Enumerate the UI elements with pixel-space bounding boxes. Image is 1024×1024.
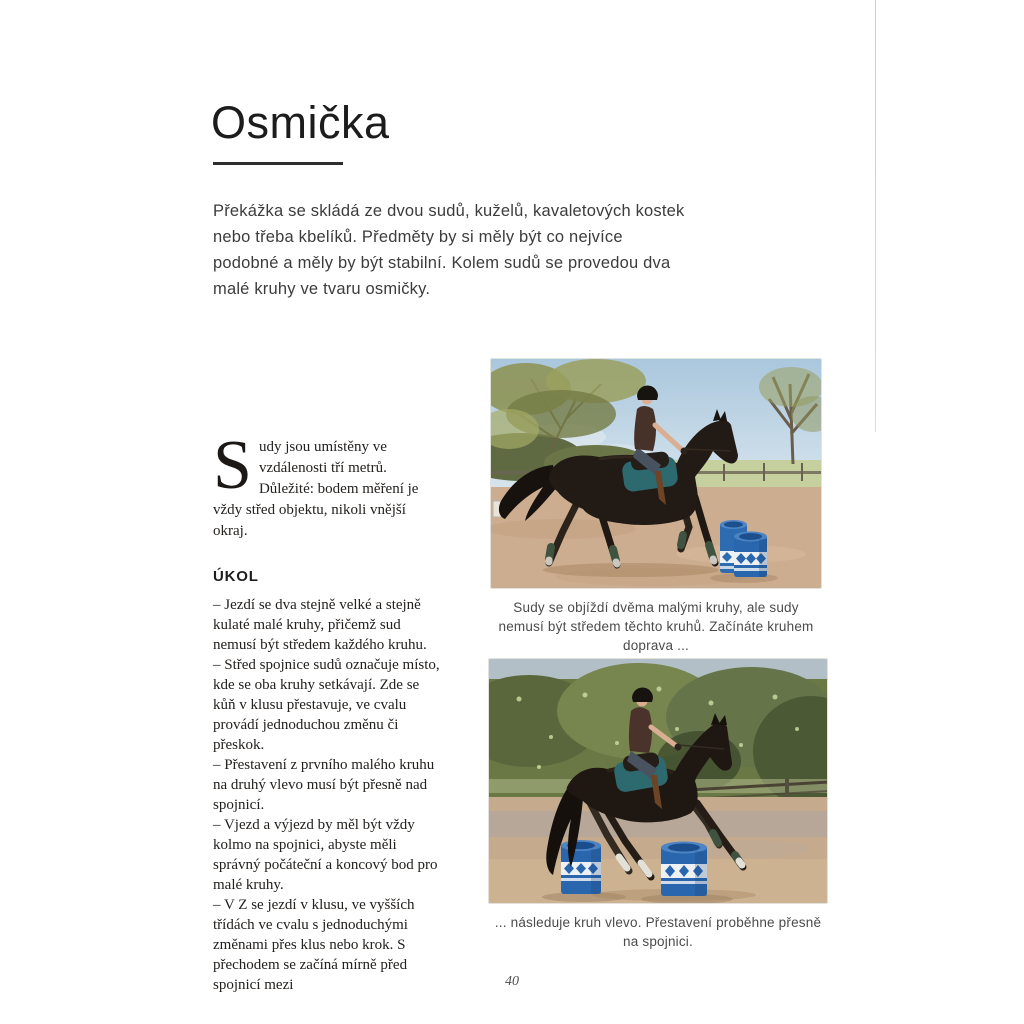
figure-1-photo: [490, 358, 822, 589]
scan-edge-line: [875, 0, 876, 432]
barrel-left: [561, 840, 601, 894]
title-rule: [213, 162, 343, 165]
horse-shadow: [543, 563, 719, 577]
barrel-front: [734, 532, 767, 578]
rider-torso: [634, 406, 656, 451]
figure-1: [490, 358, 822, 655]
figure-2-caption: ... následuje kruh vlevo. Přestavení proběhne přesně na spojnici.: [494, 915, 822, 949]
ukol-item: – Vjezd a výjezd by měl být vždy kolmo na spojnici, abyste měli správný počáteční a koncový bod pro malé kruhy.: [213, 817, 438, 893]
ukol-item: – Jezdí se dva stejně velké a stejně kulaté malé kruhy, přičemž sud nemusí být středem každého kruhu.: [213, 597, 427, 653]
figure-2-photo: [488, 658, 828, 904]
ukol-heading: ÚKOL: [213, 568, 259, 585]
ukol-item: – Střed spojnice sudů označuje místo, kde se oba kruhy setkávají. Zde se kůň v klusu přestavuje, ve cvalu provádí jednoduchou změnu či přeskok.: [213, 657, 440, 753]
ukol-item: – V Z se jezdí v klusu, ve vyšších třídách ve cvalu s jednoduchými změnami přes klus nebo krok. S přechodem se začíná mírně před spojnicí mezi: [213, 897, 415, 993]
page-title: Osmička: [211, 97, 390, 148]
lead-paragraph: Sudy jsou umístěny ve vzdálenosti tří metrů. Důležité: bodem měření je vždy střed objektu, nikoli vnější okraj.: [213, 427, 419, 539]
figure-2: [488, 658, 828, 951]
intro-paragraph: Překážka se skládá ze dvou sudů, kuželů, kavaletových kostek nebo třeba kbelíků. Předměty by si měly být co nejvíce podobné a měly by být stabilní. Kolem sudů se provedou dva malé kruhy ve tvaru osmičky.: [213, 202, 685, 298]
ukol-list: [213, 595, 443, 995]
rider-torso: [629, 707, 652, 753]
barrel-center: [661, 842, 707, 897]
ukol-item: – Přestavení z prvního malého kruhu na druhý vlevo musí být přesně nad spojnicí.: [213, 757, 435, 813]
page-number: 40: [505, 974, 519, 989]
left-column: [213, 427, 443, 995]
horse-canter-illustration: [489, 659, 828, 903]
horse-trot-illustration: [491, 359, 822, 588]
figure-1-caption: Sudy se objíždí dvěma malými kruhy, ale sudy nemusí být středem těchto kruhů. Začínáte kruhem doprava ...: [498, 600, 814, 653]
